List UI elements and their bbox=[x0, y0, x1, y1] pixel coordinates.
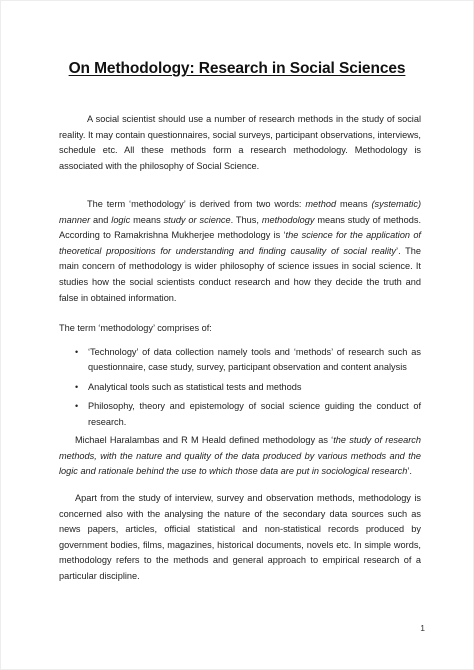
text-span: and bbox=[90, 214, 112, 225]
list-item-text: Analytical tools such as statistical tests and methods bbox=[88, 381, 302, 392]
paragraph-conclusion: Apart from the study of interview, survey and observation methods, methodology is concerned also with the analysing the nature of the secondary data sources such as news papers, articles, official statistical and non-statistical records produced by government bodies, films, magazines, historical documents, novels etc. In simple words, methodology refers to the methods and general approach to empirical research of a particular discipline. bbox=[59, 493, 421, 581]
italic-term-logic: logic bbox=[111, 214, 131, 225]
list-item-text: Philosophy, theory and epistemology of social science guiding the conduct of research. bbox=[88, 401, 421, 427]
paragraph-intro: A social scientist should use a number of research methods in the study of social reality. It may contain questionnaires, social surveys, participant observations, interviews, schedule etc. All these methods form a research methodology. Methodology is associated with the philosophy of Social Science. bbox=[59, 114, 421, 171]
paragraph-haralambas bbox=[59, 433, 421, 480]
text-span: ’. bbox=[407, 466, 412, 477]
italic-term-study: study or science bbox=[163, 214, 231, 225]
italic-quote-haralambas: the study of research methods, with the nature and quality of the data produced by various methods and the logic and rationale behind the use to which those data are put in sociological research bbox=[59, 435, 422, 477]
text-span: . Thus, bbox=[230, 214, 262, 225]
text-span: Michael Haralambas and R M Heald defined methodology as ‘ bbox=[75, 435, 334, 445]
text-span: means bbox=[336, 199, 372, 209]
paragraph-definition bbox=[59, 197, 421, 306]
italic-term-method: method bbox=[305, 199, 337, 209]
italic-term-methodology: methodology bbox=[261, 214, 315, 225]
page-number: 1 bbox=[420, 623, 425, 633]
text-span: means study of methods. According to Ramakrishna Mukherjee methodology is ‘ bbox=[59, 214, 421, 241]
bullet-icon: • bbox=[75, 401, 79, 412]
italic-quote-mukherjee: the science for the application of theoretical propositions for understanding and finding causality of social reality bbox=[59, 230, 421, 256]
list-item bbox=[59, 380, 421, 395]
methodology-bullet-list bbox=[59, 345, 421, 434]
list-item-text: ‘Technology’ of data collection namely tools and ‘methods’ of research such as questionnaire, case study, survey, participant observation and content analysis bbox=[88, 347, 421, 373]
bullet-icon: • bbox=[75, 381, 79, 392]
text-span: The term ‘methodology’ is derived from two words: bbox=[87, 199, 306, 209]
document-title: On Methodology: Research in Social Sciences bbox=[68, 60, 406, 77]
text-span: ’. The main concern of methodology is wider philosophy of science issues in social science. It studies how the social scientists conduct research and how they decide the truth and false in obtained information. bbox=[59, 245, 421, 303]
text-span: means bbox=[130, 214, 164, 225]
italic-term-manner: (systematic) manner bbox=[59, 199, 421, 225]
paragraph-comprises: The term ‘methodology’ comprises of: bbox=[59, 323, 212, 333]
list-item bbox=[59, 399, 421, 430]
list-item bbox=[59, 345, 421, 376]
bullet-icon: • bbox=[75, 347, 79, 357]
